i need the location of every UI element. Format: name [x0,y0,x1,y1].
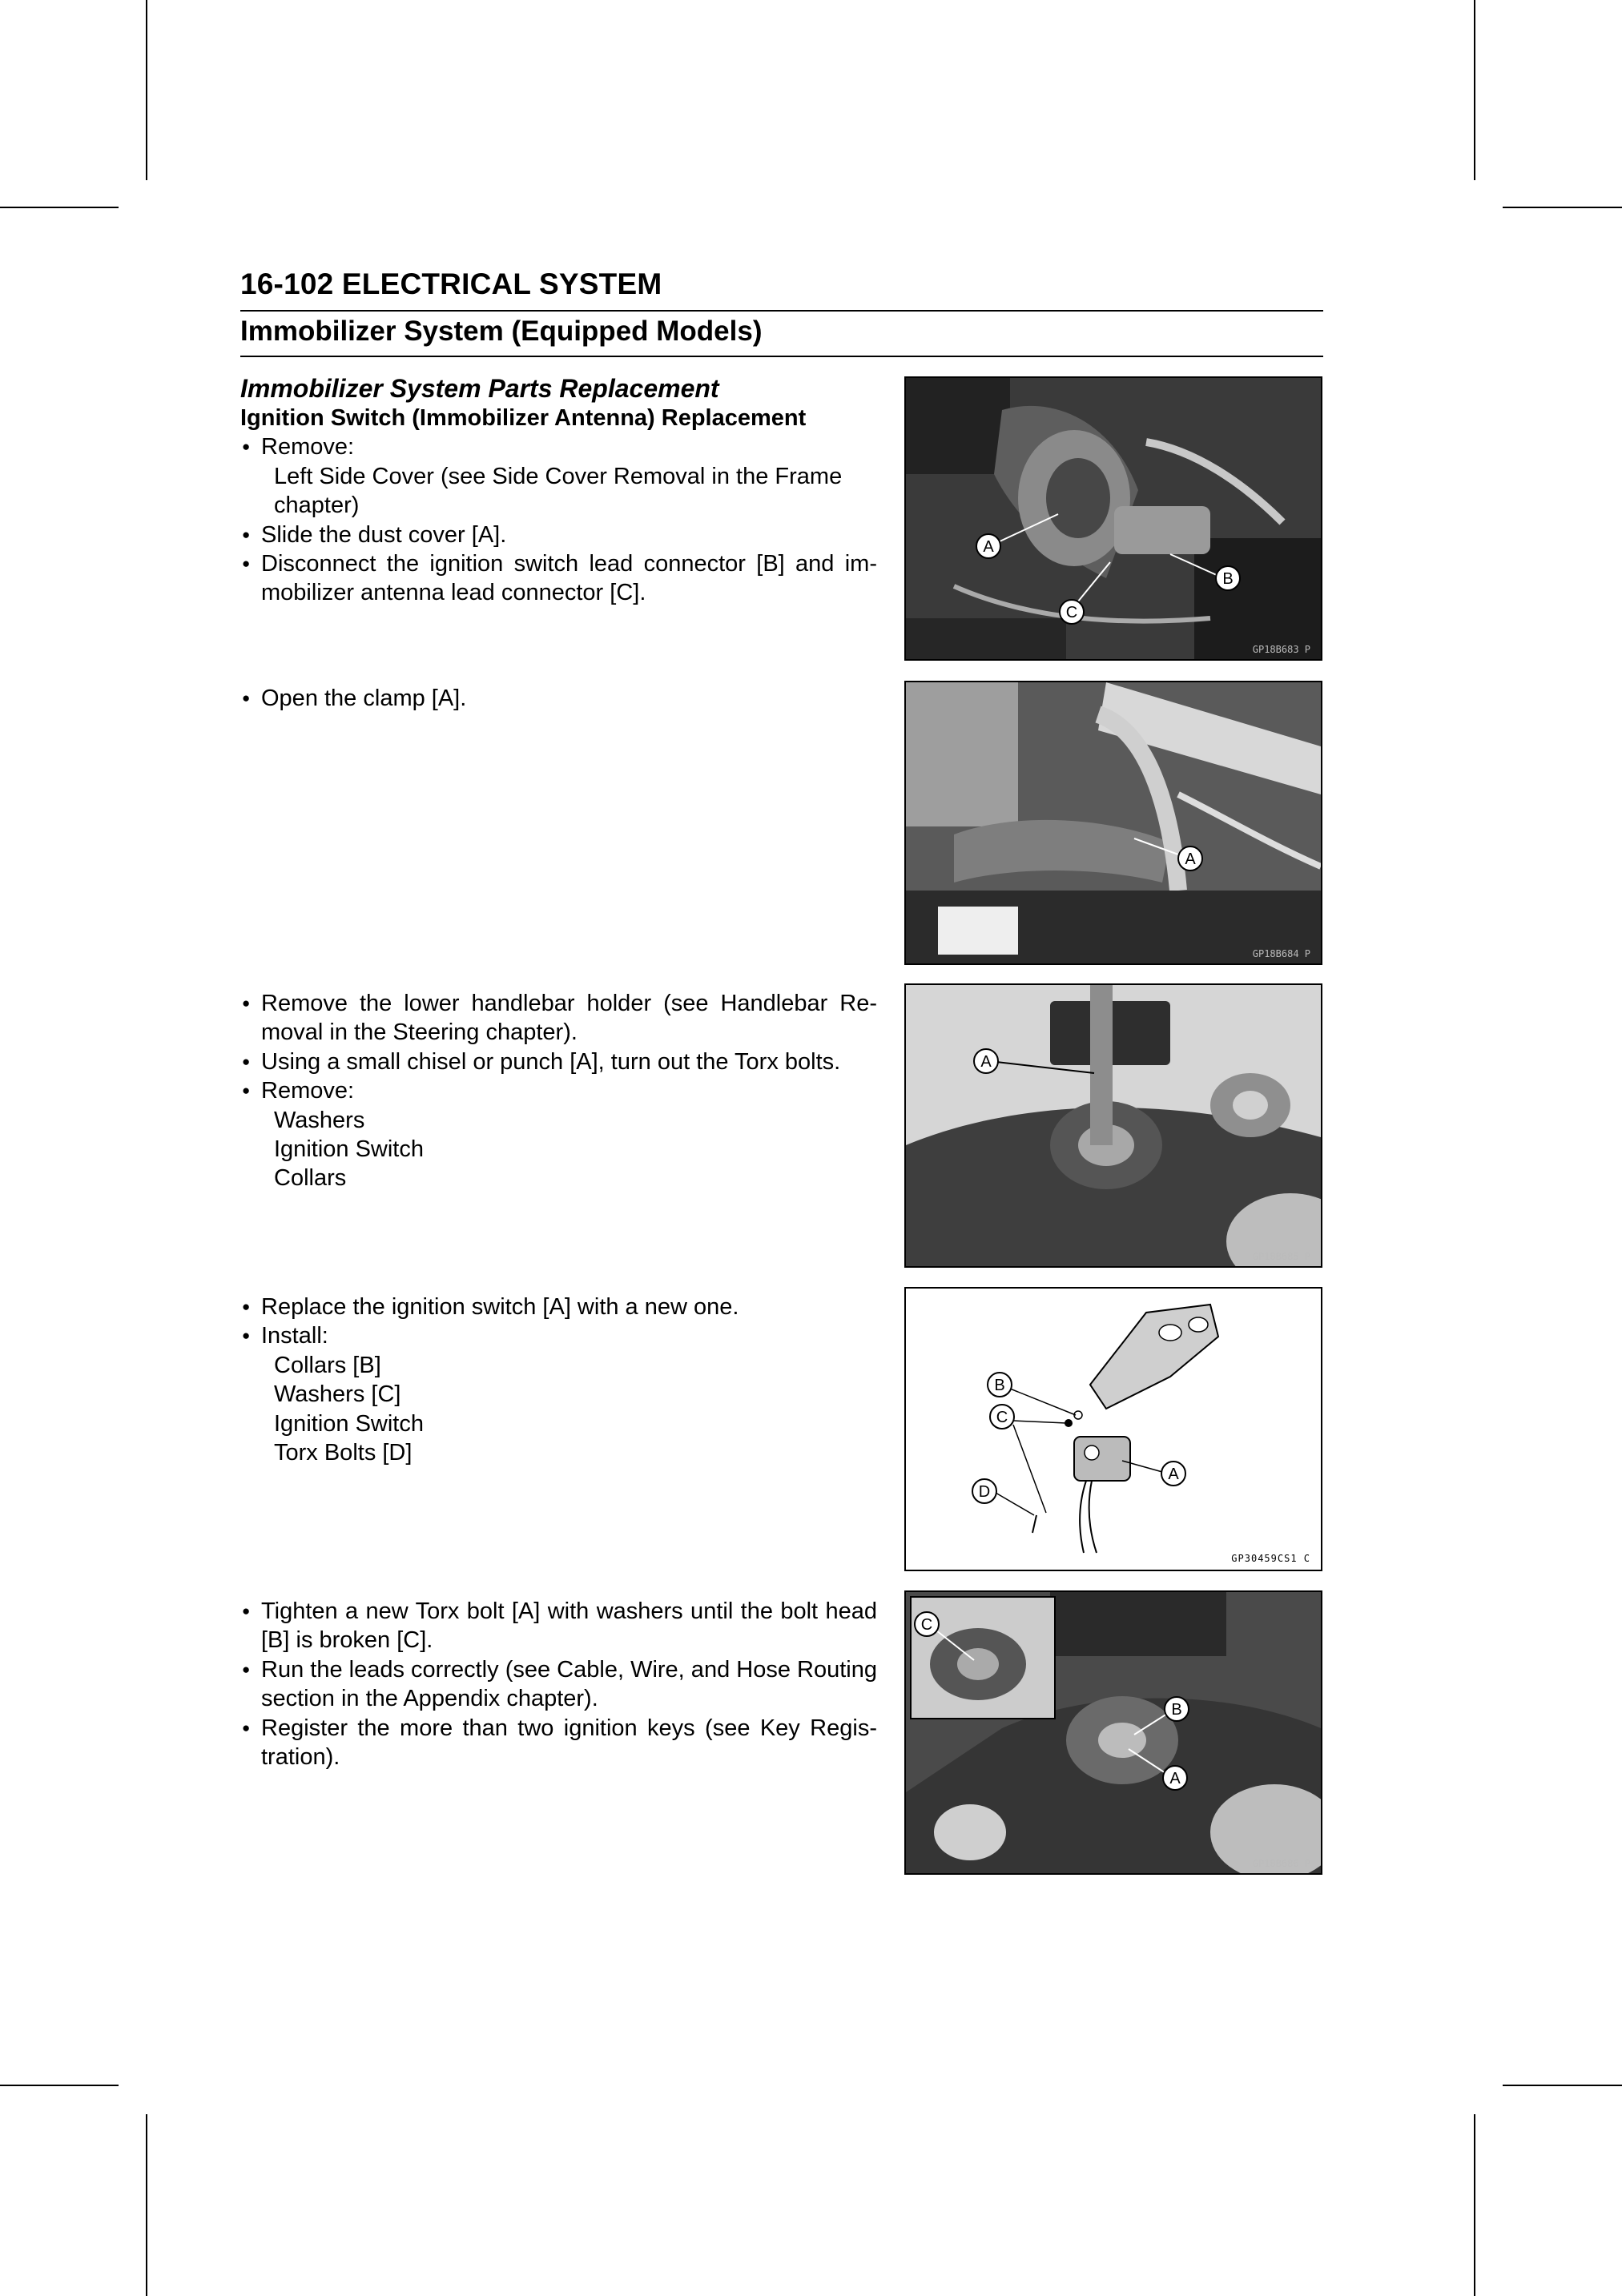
crop-mark [0,207,119,208]
step-block-5 [240,1597,877,1771]
remove-item: Left Side Cover (see Side Cover Removal in the Frame chapter) [274,463,843,519]
callout-b [988,1373,1012,1397]
svg-text:A: A [1169,1770,1181,1787]
crop-mark [146,0,147,180]
callout-b [1165,1697,1189,1721]
callout-a [974,1049,998,1073]
callout-c [1060,600,1084,624]
svg-text:A: A [983,538,994,556]
crop-mark [1503,207,1622,208]
callout-a [1163,1766,1187,1790]
bullet-chisel: ● Using a small chisel or punch [A], turn out the Torx bolts. [240,1047,877,1076]
header-rule [240,356,1323,357]
callout-c [990,1405,1014,1429]
photo-figure-5 [904,1590,1322,1875]
svg-text:C: C [1065,604,1078,621]
photo-figure-3 [904,983,1322,1268]
remove-item: Collars [274,1165,347,1192]
figure-code: GP18B684 P [1252,948,1310,959]
crop-mark [146,2114,147,2296]
figure-code: GP18B683 P [1252,644,1310,655]
remove-item: Ignition Switch [274,1136,424,1163]
crop-mark [1503,2085,1622,2086]
svg-text:A: A [980,1053,992,1071]
svg-text:B: B [994,1377,1005,1394]
figure-code: GP18B686 P [1252,1858,1310,1869]
svg-text:D: D [978,1483,991,1501]
callout-d [972,1479,996,1503]
install-item: Torx Bolts [D] [274,1440,413,1466]
callout-c [915,1612,939,1636]
bullet-open-clamp: ● Open the clamp [A]. [240,684,877,713]
page-title: 16-102 ELECTRICAL SYSTEM [240,267,662,300]
bullet-remove-holder: ● Remove the lower handlebar holder (see Handlebar Removal in the Steering chapter). [240,989,877,1047]
svg-text:A: A [1185,850,1196,868]
section-subheading: Ignition Switch (Immobilizer Antenna) Replacement [240,405,807,431]
install-item: Washers [C] [274,1381,401,1408]
callout-a [1178,846,1202,871]
svg-text:A: A [1168,1466,1179,1483]
step-block-2 [240,684,877,713]
section-heading: Immobilizer System Parts Replacement [240,374,719,403]
step-block-3 [240,989,877,1193]
crop-mark [1474,0,1475,180]
figure-code: GP30459CS1 C [1231,1553,1310,1564]
svg-text:C: C [920,1616,933,1634]
callout-a [1161,1462,1185,1486]
photo-figure-2 [904,681,1322,965]
callout-b [1216,566,1240,590]
svg-text:B: B [1171,1701,1182,1719]
bullet-register: ● Register the more than two ignition keys (see Key Registration). [240,1714,877,1772]
bullet-replace: ● Replace the ignition switch [A] with a new one. [240,1293,877,1321]
svg-text:B: B [1222,570,1234,588]
diagram-figure-4 [904,1287,1322,1571]
step-block-1 [240,373,877,608]
photo-figure-1 [904,376,1322,661]
bullet-tighten: ● Tighten a new Torx bolt [A] with washers until the bolt head [B] is broken [C]. [240,1597,877,1655]
bullet-slide: ● Slide the dust cover [A]. [240,521,877,549]
bullet-disconnect: ● Disconnect the ignition switch lead connector [B] and immobilizer antenna lead connector [C]. [240,549,877,608]
install-item: Collars [B] [274,1352,381,1378]
crop-mark [1474,2114,1475,2296]
step-block-4 [240,1293,877,1467]
crop-mark [0,2085,119,2086]
header-rule [240,310,1323,312]
callout-a [976,534,1000,558]
section-title: Immobilizer System (Equipped Models) [240,316,763,347]
bullet-remove: ● Remove: [240,432,877,461]
svg-text:C: C [996,1409,1008,1426]
remove-item: Washers [274,1107,365,1133]
bullet-install: ● Install: [240,1321,877,1350]
bullet-leads: ● Run the leads correctly (see Cable, Wire, and Hose Routing section in the Appendix chapter). [240,1655,877,1714]
figure-code: GP18B685 P [1252,1251,1310,1262]
install-item: Ignition Switch [274,1410,424,1437]
bullet-remove: ● Remove: [240,1076,877,1105]
